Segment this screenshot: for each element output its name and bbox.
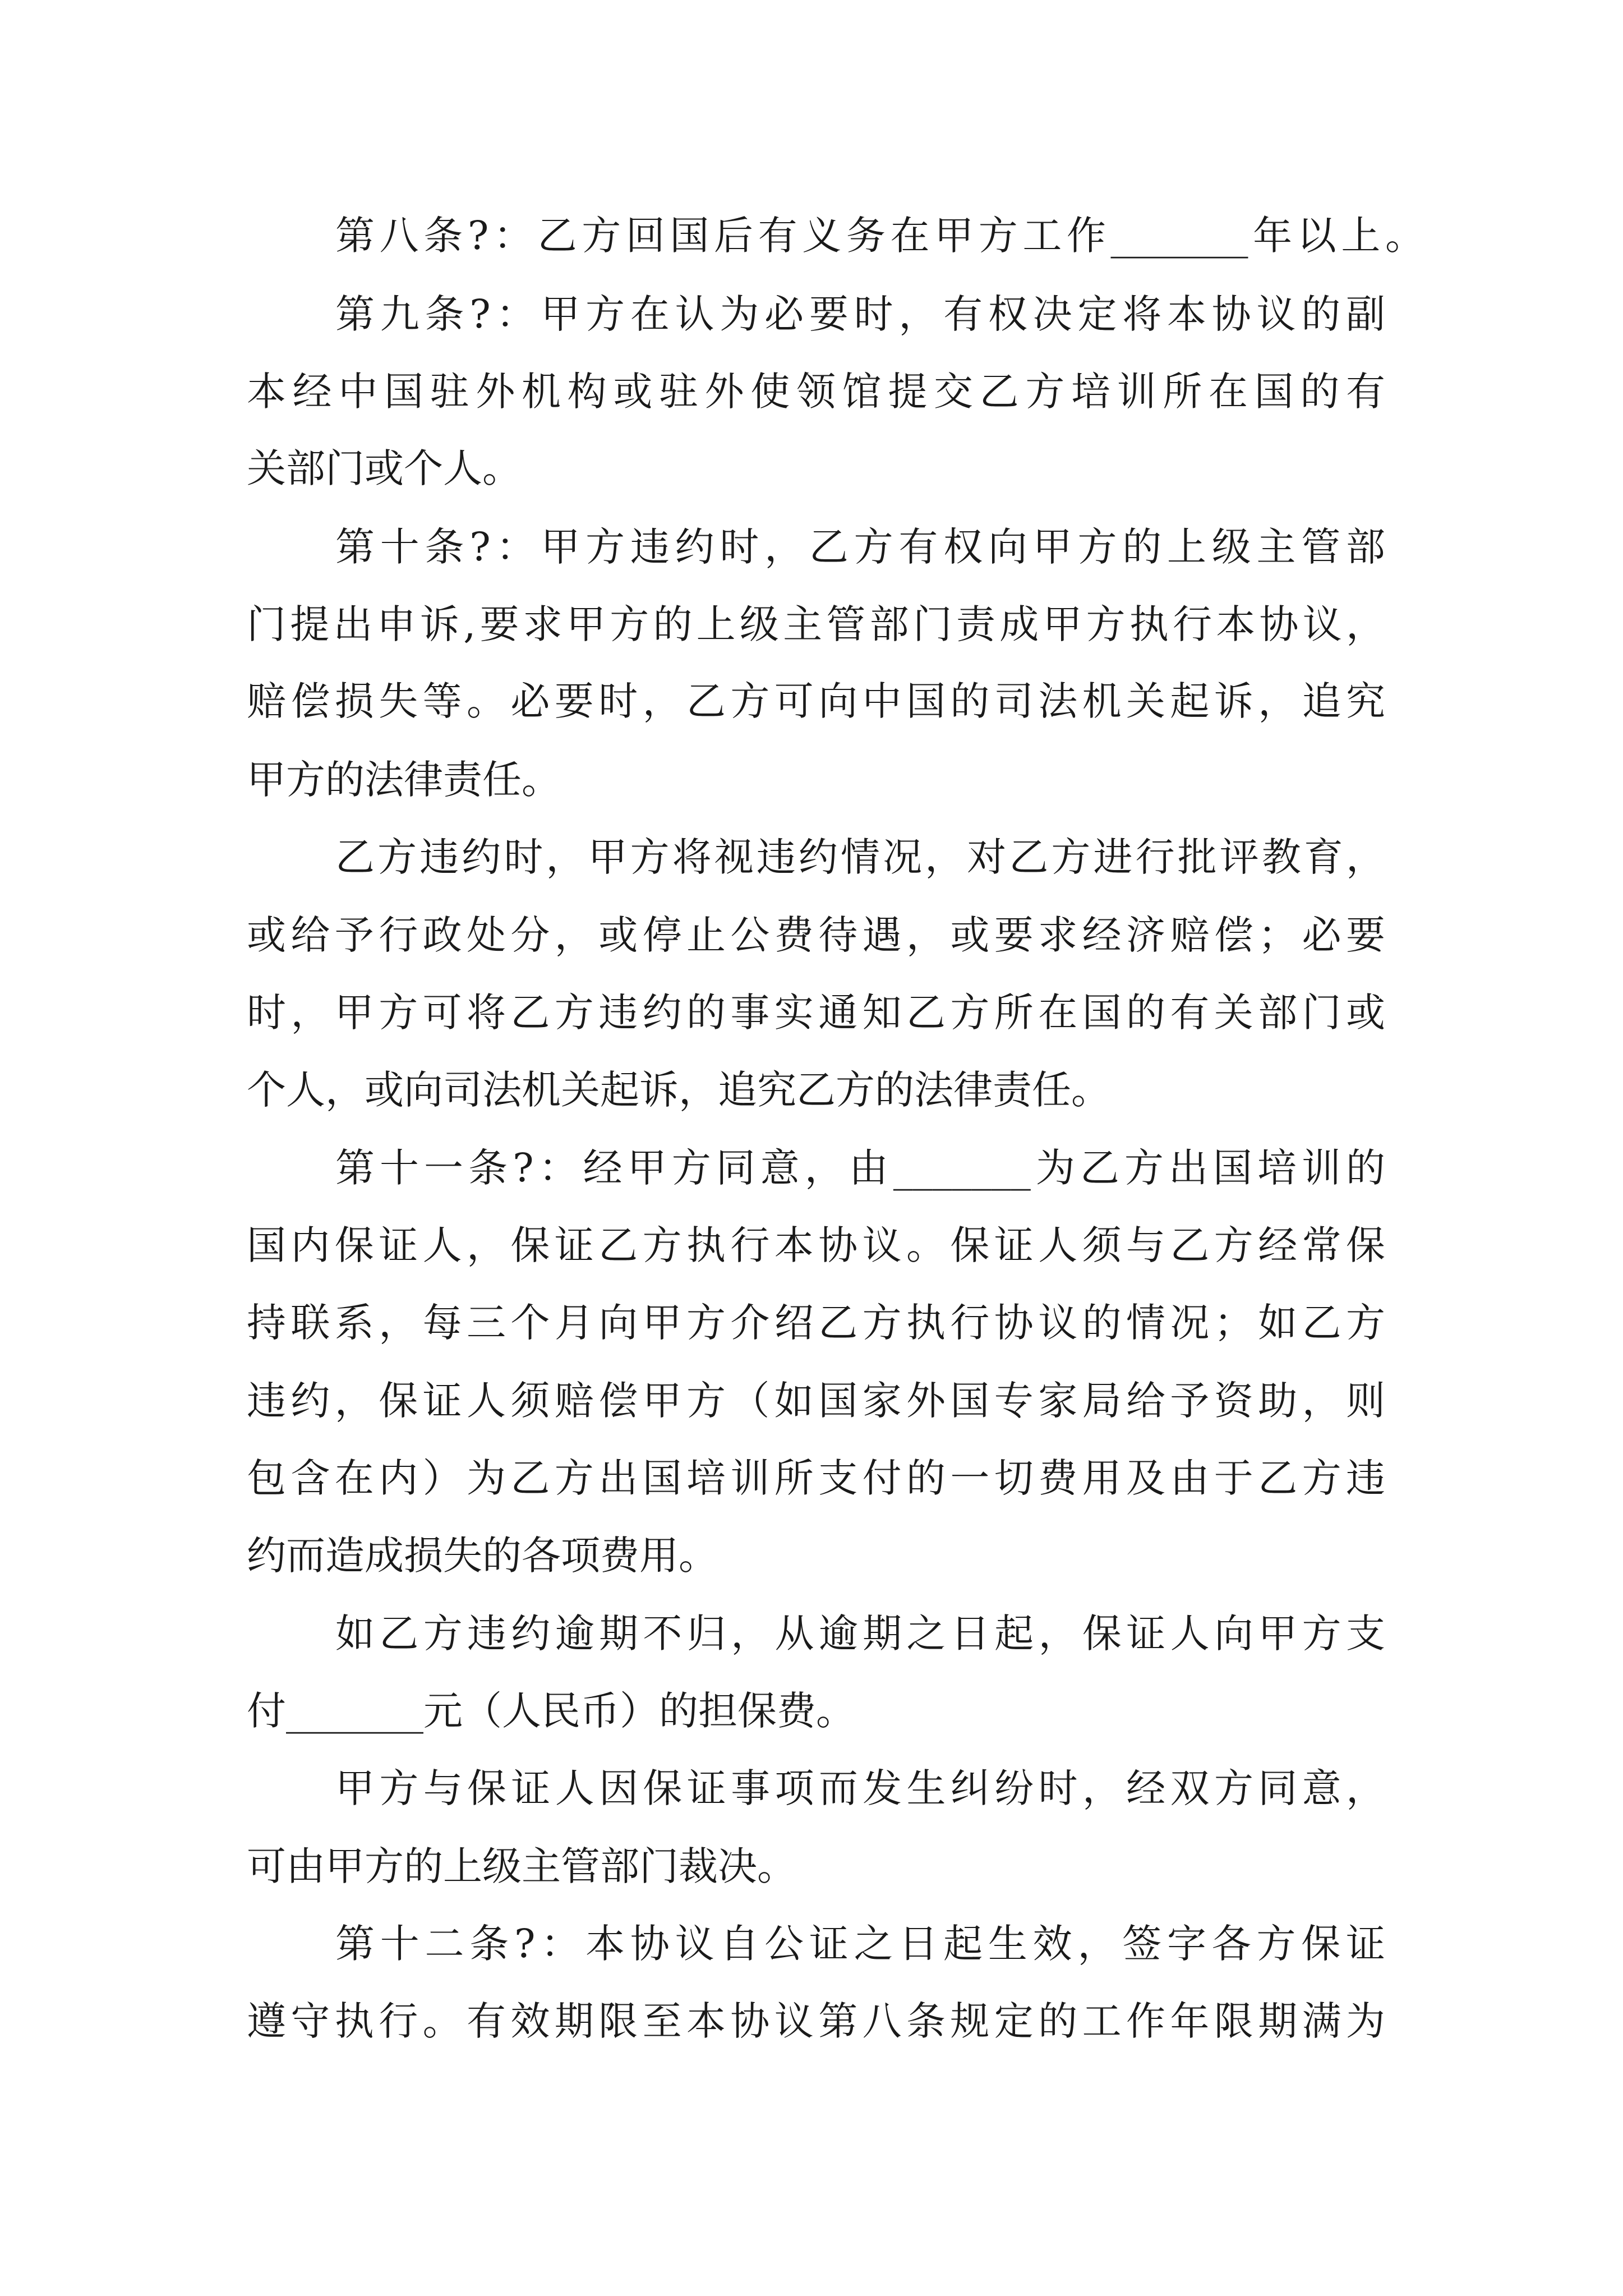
text-line: 约而造成损失的各项费用。 xyxy=(247,1533,718,1579)
text-line: 门提出申诉,要求甲方的上级主管部门责成甲方执行本协议， xyxy=(247,601,1385,647)
text-line: 国内保证人，保证乙方执行本协议。保证人须与乙方经常保 xyxy=(247,1222,1385,1268)
text-line: 第十条?：甲方违约时，乙方有权向甲方的上级主管部 xyxy=(335,524,1385,570)
text-line: 第八条?：乙方回国后有义务在甲方工作_______年以上。 xyxy=(335,213,1424,259)
text-line: 第十一条?：经甲方同意，由_______为乙方出国培训的 xyxy=(335,1145,1385,1191)
text-line: 第十二条?：本协议自公证之日起生效，签字各方保证 xyxy=(335,1921,1385,1967)
text-line: 个人，或向司法机关起诉，追究乙方的法律责任。 xyxy=(247,1067,1110,1113)
text-line: 甲方的法律责任。 xyxy=(247,757,561,803)
text-line: 如乙方违约逾期不归，从逾期之日起，保证人向甲方支 xyxy=(335,1611,1385,1657)
text-line: 本经中国驻外机构或驻外使领馆提交乙方培训所在国的有 xyxy=(247,369,1385,415)
text-line: 包含在内）为乙方出国培训所支付的一切费用及由于乙方违 xyxy=(247,1455,1385,1501)
text-line: 关部门或个人。 xyxy=(247,445,522,491)
text-line: 时，甲方可将乙方违约的事实通知乙方所在国的有关部门或 xyxy=(247,990,1385,1036)
text-line: 或给予行政处分，或停止公费待遇，或要求经济赔偿；必要 xyxy=(247,912,1385,958)
text-line: 赔偿损失等。必要时，乙方可向中国的司法机关起诉，追究 xyxy=(247,678,1385,724)
text-line: 付_______元（人民币）的担保费。 xyxy=(247,1688,855,1734)
text-line: 甲方与保证人因保证事项而发生纠纷时，经双方同意， xyxy=(335,1765,1385,1811)
text-line: 遵守执行。有效期限至本协议第八条规定的工作年限期满为 xyxy=(247,1998,1385,2044)
text-line: 乙方违约时，甲方将视违约情况，对乙方进行批评教育， xyxy=(335,834,1385,880)
text-line: 第九条?：甲方在认为必要时，有权决定将本协议的副 xyxy=(335,291,1385,337)
text-line: 可由甲方的上级主管部门裁决。 xyxy=(247,1843,796,1889)
text-line: 持联系，每三个月向甲方介绍乙方执行协议的情况；如乙方 xyxy=(247,1300,1385,1346)
text-line: 违约，保证人须赔偿甲方（如国家外国专家局给予资助，则 xyxy=(247,1378,1385,1424)
